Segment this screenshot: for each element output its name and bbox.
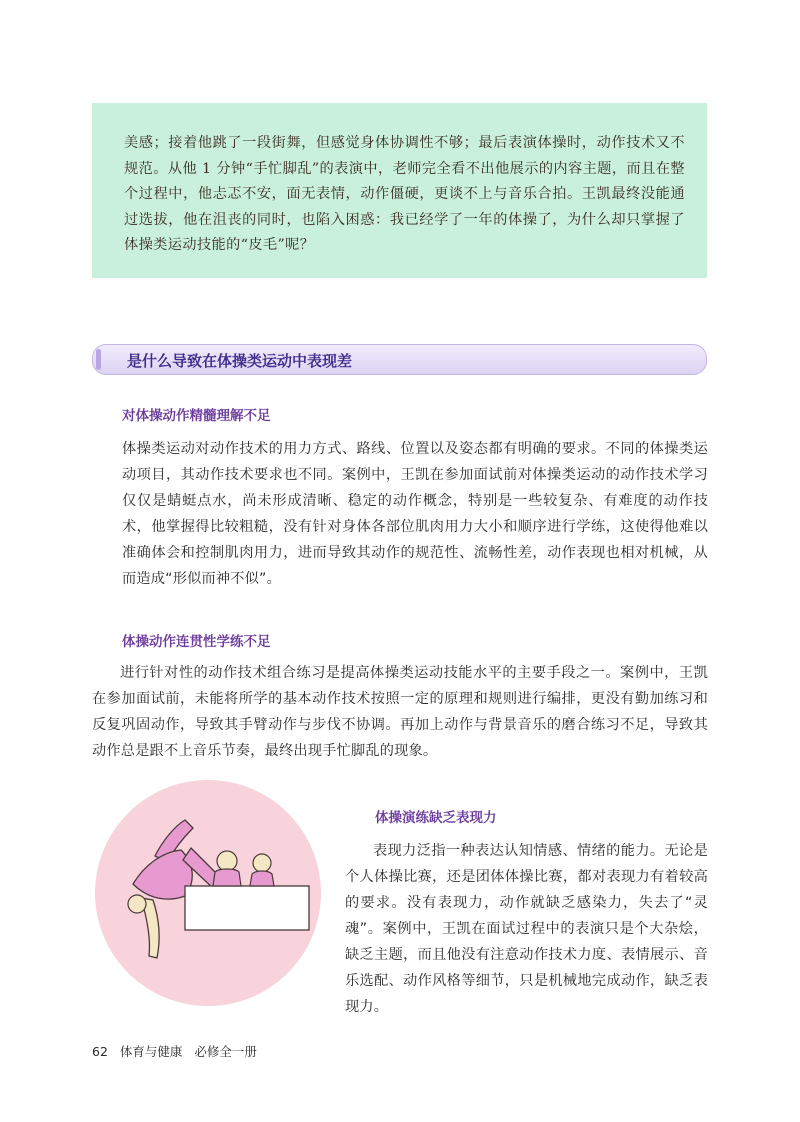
judges-table [185, 886, 309, 930]
section-title: 是什么导致在体操类运动中表现差 [127, 352, 353, 370]
paragraph-understanding: 体操类运动对动作技术的用力方式、路线、位置以及姿态都有明确的要求。不同的体操类运动项目，其动作技术要求也不同。案例中，王凯在参加面试前对体操类运动的动作技术学习仅仅是蜻蜓点水，尚未形成清晰、稳定的动作概念，特别是一些较复杂、有难度的动作技术，他掌握得比较粗糙，没有针对身体各部位肌肉用力大小和顺序进行学练，这使得他难以准确体会和控制肌肉用力，进而导致其动作的规范性、流畅性差，动作表现也相对机械，从而造成“形似而神不似”。 [122, 441, 708, 587]
case-study-text: 美感；接着他跳了一段街舞，但感觉身体协调性不够；最后表演体操时，动作技术又不规范。从他 1 分钟“手忙脚乱”的表演中，老师完全看不出他展示的内容主题，而且在整个过程中，他忐忑不安，面无表情，动作僵硬，更谈不上与音乐合拍。王凯最终没能通过选拔，他在沮丧的同时，也陷入困惑：我已经学了一年的体操了，为什么却只掌握了体操类运动技能的“皮毛”呢？ [124, 135, 685, 254]
case-study-box [92, 103, 707, 278]
book-title: 体育与健康 [119, 1044, 183, 1059]
page-number: 62 [92, 1044, 108, 1059]
paragraph-continuity: 进行针对性的动作技术组合练习是提高体操类运动技能水平的主要手段之一。案例中，王凯在参加面试前，未能将所学的基本动作技术按照一定的原理和规则进行编排，更没有勤加练习和反复巩固动作，导致其手臂动作与步伐不协调。再加上动作与背景音乐的磨合练习不足，导致其动作总是跟不上音乐节奏，最终出现手忙脚乱的现象。 [92, 665, 708, 759]
section-heading-bar [92, 344, 707, 375]
subheading-understanding: 对体操动作精髓理解不足 [122, 408, 271, 424]
page-footer [92, 1042, 257, 1060]
subheading-expressiveness: 体操演练缺乏表现力 [375, 810, 497, 826]
paragraph-expressiveness: 表现力泛指一种表达认知情感、情绪的能力。无论是个人体操比赛，还是团体体操比赛，都对表现力有着较高的要求。没有表现力，动作就缺乏感染力，失去了“灵魂”。案例中，王凯在面试过程中的表演只是个大杂烩，缺乏主题，而且他没有注意动作技术力度、表情展示、音乐选配、动作风格等细节，只是机械地完成动作，缺乏表现力。 [345, 843, 708, 1015]
book-volume: 必修全一册 [194, 1044, 257, 1059]
subheading-continuity: 体操动作连贯性学练不足 [122, 634, 271, 650]
gymnast-head [128, 895, 146, 913]
gymnastics-illustration [93, 778, 323, 1008]
